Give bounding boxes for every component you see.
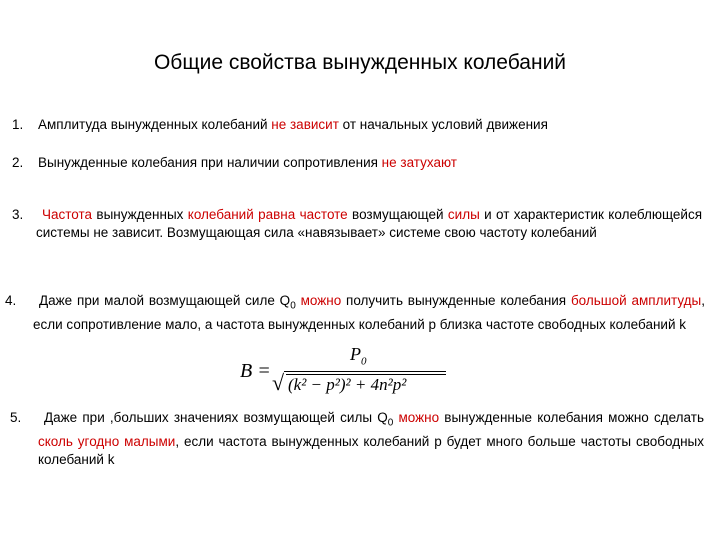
item-text [38,409,704,469]
highlight-text: силы [447,207,480,222]
text-part: Даже при ,больших значениях возмущающей силы Q [44,410,388,425]
text-part: Амплитуда вынужденных колебаний [38,117,272,132]
amplitude-formula [236,344,456,404]
item-number: 4. [5,293,17,308]
item-text [33,292,705,334]
highlight-text: сколь угодно малыми [38,433,176,449]
numerator-symbol: P [350,344,361,364]
item-number: 5. [10,410,22,425]
item-text [38,116,548,134]
formula-denominator: (k² − p²)² + 4n²p² [288,375,407,394]
highlight-text: можно [398,410,440,425]
highlight-text: большой амплитуды [570,293,702,308]
highlight-text: можно [300,293,342,308]
highlight-text: колебаний равна частоте [187,207,348,222]
text-part: и от характеристик колеблющейся системы не зависит. Возмущающая сила «навязывает» системе свою частоту колебаний [36,207,703,240]
text-part: , если сопротивление мало, а частота вынужденных колебаний р близка частоте свободных колебаний k [33,293,706,332]
text-part: Даже при малой возмущающей силе Q [39,293,291,308]
item-text [38,154,457,172]
item-text [36,206,702,242]
item-number: 1. [12,117,24,132]
highlight-text: Частота [42,207,93,222]
text-part: получить вынужденные колебания [341,293,571,308]
text-part: Вынужденные колебания при наличии сопротивления [38,155,382,170]
text-part: вынужденных [92,207,188,222]
subscript: 0 [290,300,296,312]
highlight-text: не затухают [381,155,457,170]
sqrt-sign: √ [272,370,285,395]
formula-numerator [350,344,367,368]
item-number: 3. [12,207,24,222]
highlight-text: не зависит [271,117,339,132]
formula-lhs: B = [240,360,271,382]
numerator-subscript: 0 [361,355,367,368]
text-part: от начальных условий движения [338,117,548,132]
text-part: вынужденные колебания можно сделать [439,410,704,425]
slide-title: Общие свойства вынужденных колебаний [153,51,567,74]
text-part: возмущающей [347,207,448,222]
text-part: , если частота вынужденных колебаний р будет много больше частоты свободных колебаний k [38,433,705,467]
fraction-bar [284,371,446,372]
subscript: 0 [387,417,394,429]
item-number: 2. [12,155,24,170]
